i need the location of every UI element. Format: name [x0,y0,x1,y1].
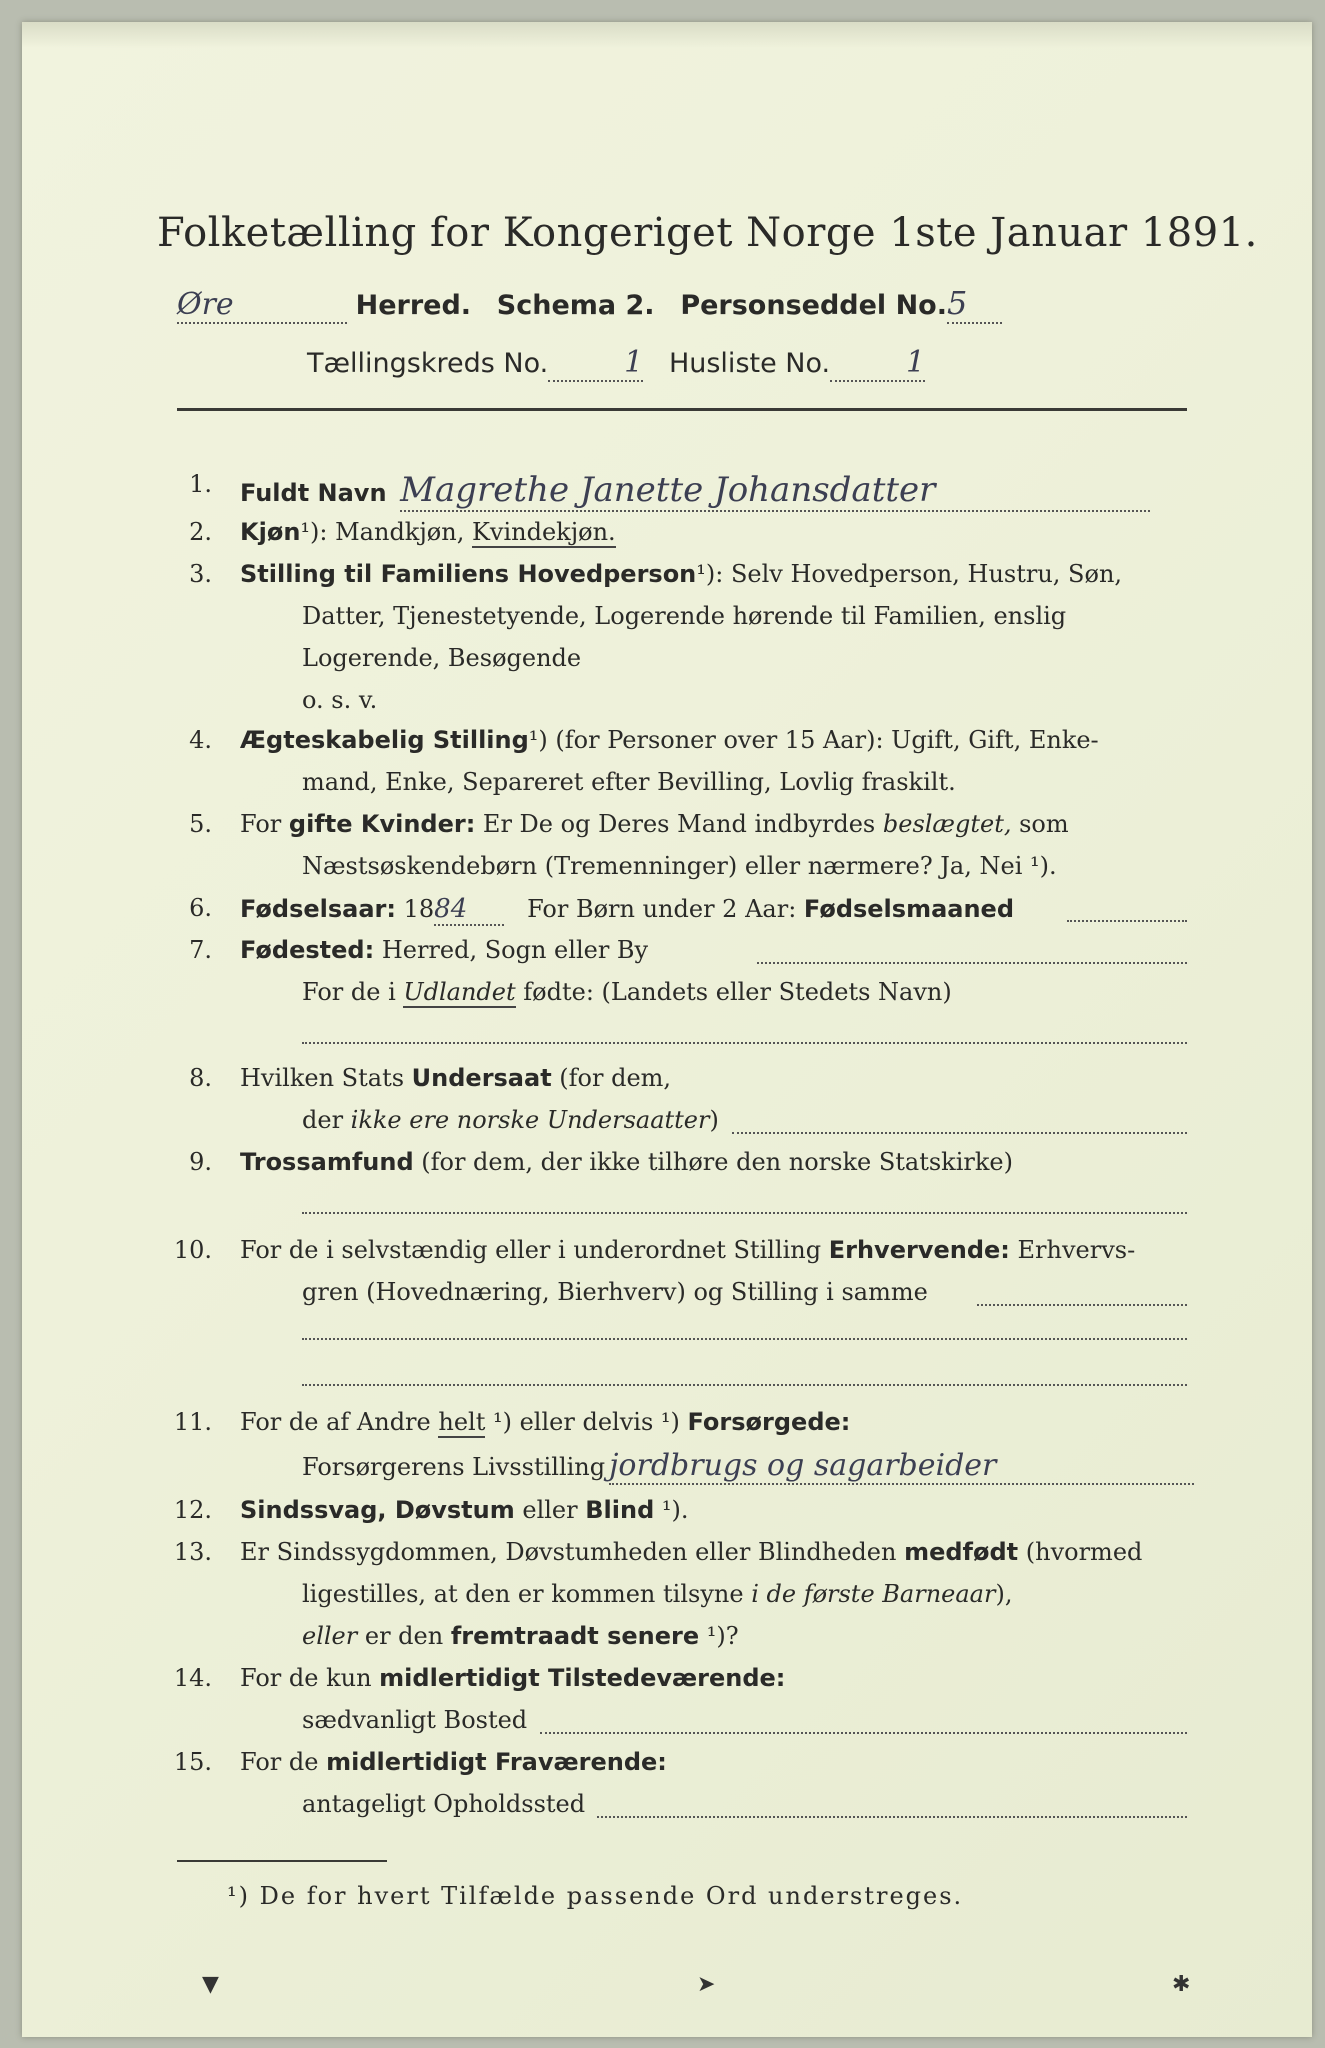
q10-text1b: Erhvervs- [1009,1236,1136,1264]
q7-dotline1 [757,962,1187,964]
herred-label: Herred. [355,290,472,321]
q10-line2: gren (Hovednæring, Bierhverv) og Stilling i samme [302,1278,928,1306]
q8-number: 8. [189,1064,212,1092]
q13-text3-italic: eller [302,1622,358,1650]
q13-label2: fremtraadt senere [450,1622,700,1650]
herred-value: Øre [177,287,347,324]
q4-text1: ¹) (for Personer over 15 Aar): Ugift, Gift, Enke- [528,726,1099,754]
q14-line1 [240,1664,785,1692]
q9-label: Trossamfund [240,1148,414,1176]
q14-line2: sædvanligt Bosted [302,1706,528,1734]
kreds-label: Tællingskreds No. [307,348,549,379]
q15-line1 [240,1748,667,1776]
q8-text2a: der [302,1106,351,1134]
q2-label: Kjøn [240,518,301,546]
q8-label: Undersaat [411,1064,552,1092]
q14-text1a: For de kun [240,1664,380,1692]
q8-text2-italic: ikke ere norske Undersaatter [350,1106,710,1134]
footnote-divider [177,1860,387,1862]
q6-year-prefix: 18 [396,895,435,923]
q6-line [240,894,1014,926]
husliste-label: Husliste No. [668,348,831,379]
kreds-line [307,345,925,382]
q6-number: 6. [189,894,212,922]
form-title: Folketælling for Kongeriget Norge 1ste Januar 1891. [157,210,1258,256]
q11-label: Forsørgede: [687,1408,851,1436]
q10-dotline3 [302,1384,1187,1386]
footnote: ¹) De for hvert Tilfælde passende Ord understreges. [227,1882,964,1910]
q14-dotline [540,1732,1187,1734]
q11-number: 11. [173,1408,212,1436]
q7-text2-italic: Udlandet [403,978,516,1006]
q12-text: eller [514,1496,586,1524]
q7-line2 [302,978,952,1006]
q14-label: midlertidigt Tilstedeværende: [379,1664,786,1692]
q6-text: For Børn under 2 Aar: [527,895,804,923]
q9-line1 [240,1148,1013,1176]
q5-number: 5. [189,810,212,838]
q11-line1 [240,1408,850,1436]
q13-line3 [302,1622,739,1650]
corner-mark-right: ✱ [1172,1972,1191,1997]
corner-mark-left: ▼ [202,1972,219,1997]
q12-label2: Blind [585,1496,655,1524]
q10-dotline2 [302,1338,1187,1340]
q6-birth-year-value: 84 [434,894,504,926]
q3-line2: Datter, Tjenestetyende, Logerende hørende til Familien, enslig [302,602,1067,630]
q15-number: 15. [173,1748,212,1776]
q13-text1a: Er Sindssygdommen, Døvstumheden eller Blindheden [240,1538,905,1566]
q14-number: 14. [173,1664,212,1692]
q4-label: Ægteskabelig Stilling [240,726,529,754]
q7-label: Fødested: [240,936,375,964]
q10-dotline1 [977,1304,1187,1306]
q2-underlined-option: Kvindekjøn. [471,518,616,546]
q2-number: 2. [189,518,212,546]
q4-line1 [240,726,1099,754]
q5-line1 [240,810,1069,838]
q13-number: 13. [173,1538,212,1566]
q13-text2a: ligestilles, at den er kommen tilsyne [302,1580,752,1608]
corner-mark-center: ➤ [697,1972,716,1997]
q7-text2b: fødte: (Landets eller Stedets Navn) [515,978,952,1006]
q6-label: Fødselsaar: [240,895,396,923]
q12-number: 12. [173,1496,212,1524]
q12-label: Sindssvag, Døvstum [240,1496,515,1524]
q13-text2-italic: i de første Barneaar [751,1580,996,1608]
herred-line [177,284,1002,324]
kreds-value: 1 [548,345,643,382]
q7-text1: Herred, Sogn eller By [374,936,649,964]
q11-underlined-option: helt [438,1408,486,1436]
q1-label: Fuldt Navn [240,479,387,507]
q13-line1 [240,1538,1142,1566]
q8-text1a: Hvilken Stats [240,1064,412,1092]
q3-line4: o. s. v. [302,686,378,714]
q15-dotline [597,1816,1187,1818]
q7-dotline2 [302,1042,1187,1044]
husliste-value: 1 [830,345,925,382]
q13-text2b: ), [995,1580,1013,1608]
q11-text1a: For de af Andre [240,1408,439,1436]
q5-text1-italic: beslægtet, [882,810,1012,838]
q7-line1 [240,936,648,964]
q5-text1-end: som [1011,810,1069,838]
q8-line2: der ikke ere norske Undersaatter) [302,1106,719,1134]
q4-number: 4. [189,726,212,754]
q11-text2: Forsørgerens Livsstilling [302,1453,606,1481]
q8-dotline [732,1132,1187,1134]
q11-line2 [302,1448,1194,1485]
q15-text1a: For de [240,1748,327,1776]
personseddel-label: Personseddel No. [680,290,947,321]
q8-line1 [240,1064,671,1092]
q12-end: ¹). [654,1496,689,1524]
q12-line [240,1496,689,1524]
schema-label: Schema 2. [496,290,655,321]
q9-number: 9. [189,1148,212,1176]
q1-full-name-value: Magrethe Janette Johansdatter [400,470,1150,512]
q13-text3b: ¹)? [699,1622,739,1650]
q5-label: gifte Kvinder: [288,810,476,838]
q8-text1b: (for dem, [551,1064,672,1092]
q7-text2a: For de i [302,978,404,1006]
q3-label: Stilling til Familiens Hovedperson [240,560,697,588]
q6-label2: Fødselsmaaned [803,895,1015,923]
q11-provider-occupation-value: jordbrugs og sagarbeider [609,1448,1194,1485]
q3-number: 3. [189,560,212,588]
q5-label-pre: For [240,810,289,838]
q6-dotline [1067,920,1187,922]
q10-line1 [240,1236,1135,1264]
q5-line2: Næstsøskendebørn (Tremenninger) eller nærmere? Ja, Nei ¹). [302,852,1057,880]
q13-text1b: (hvormed [1018,1538,1143,1566]
q10-number: 10. [173,1236,212,1264]
q3-line1 [240,560,1122,588]
q10-text1a: For de i selvstændig eller i underordnet Stilling [240,1236,829,1264]
q13-label: medfødt [904,1538,1019,1566]
q9-text1: (for dem, der ikke tilhøre den norske Statskirke) [413,1148,1013,1176]
q1-line [240,470,1150,512]
q3-line3: Logerende, Besøgende [302,644,582,672]
personseddel-value: 5 [947,284,1002,324]
q2-line [240,518,616,546]
q13-text3a: er den [357,1622,451,1650]
q2-text: ¹): Mandkjøn, [300,518,472,546]
q15-line2: antageligt Opholdssted [302,1790,586,1818]
census-form-page [22,22,1312,2037]
q5-text1: Er De og Deres Mand indbyrdes [475,810,883,838]
q10-label: Erhvervende: [828,1236,1010,1264]
q13-line2 [302,1580,1012,1608]
header-divider [177,408,1187,411]
q9-dotline [302,1212,1187,1214]
q1-number: 1. [189,470,212,498]
q7-number: 7. [189,936,212,964]
q15-label: midlertidigt Fraværende: [326,1748,667,1776]
q11-text1b: ¹) eller delvis ¹) [485,1408,688,1436]
q4-line2: mand, Enke, Separeret efter Bevilling, Lovlig fraskilt. [302,768,956,796]
q3-text1: ¹): Selv Hovedperson, Hustru, Søn, [696,560,1123,588]
